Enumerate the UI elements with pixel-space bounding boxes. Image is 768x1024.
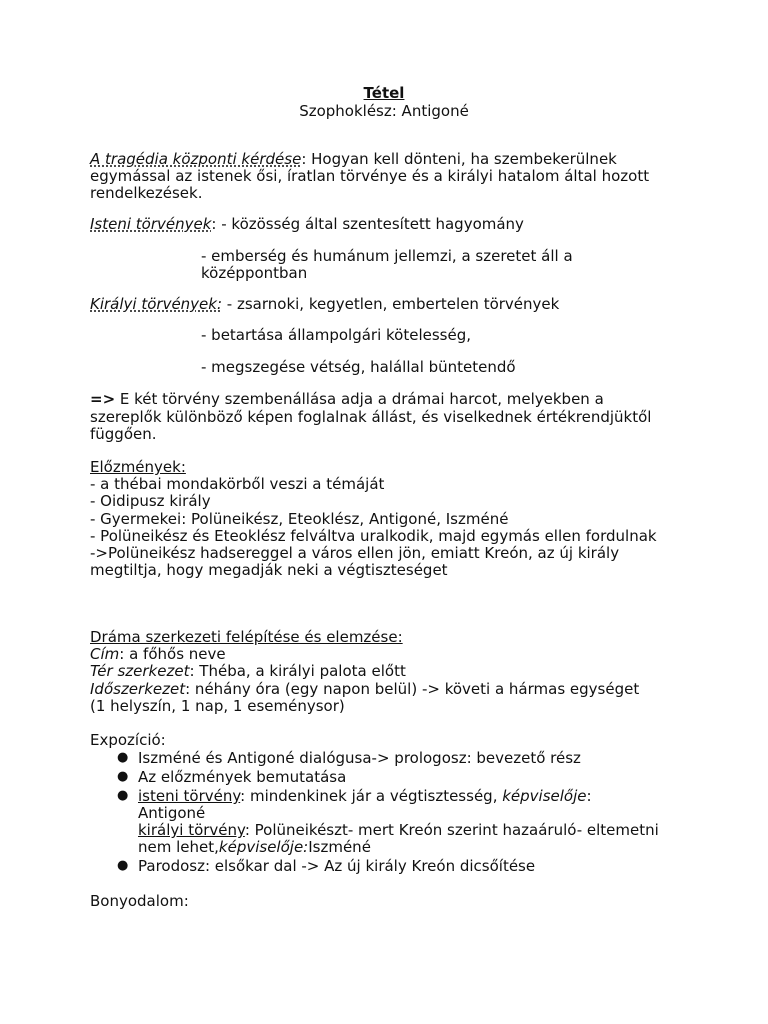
central-question-line-3: rendelkezések. (90, 184, 203, 202)
bullet-icon: ● (117, 788, 129, 803)
bullet-icon: ● (117, 858, 129, 873)
representative-term: képviselője (502, 787, 587, 805)
conclusion-line-2: szereplők különböző képen foglalnak állást, és viselkednek értékrendjüktől (90, 408, 652, 426)
document-subtitle: Szophoklész: Antigoné (299, 102, 469, 120)
antecedents-item: - a thébai mondakörből veszi a témáját (90, 475, 385, 493)
central-question-line-1: A tragédia központi kérdése: Hogyan kell dönteni, ha szembekerülnek (90, 150, 617, 168)
royal-laws-line-3: - megszegése vétség, halállal büntetendő (201, 358, 516, 376)
royal-law-term: királyi törvény (138, 821, 245, 839)
bullet-icon: ● (117, 769, 129, 784)
exposition-item-3-line-4: nem lehet,képviselője:Iszméné (138, 838, 371, 856)
complication-heading: Bonyodalom: (90, 892, 189, 910)
divine-laws-label: Isteni törvények (90, 215, 212, 233)
divine-laws-line-3: középpontban (201, 264, 308, 282)
royal-laws-label: Királyi törvények: (90, 295, 223, 313)
central-question-line-2: egymással az istenek ősi, íratlan törvénye és a királyi hatalom által hozott (90, 167, 650, 185)
divine-laws-line-2: - emberség és humánum jellemzi, a szeretet áll a (201, 247, 573, 265)
conclusion-line-3: függően. (90, 425, 157, 443)
antecedents-item: - Gyermekei: Polüneikész, Eteoklész, Antigoné, Iszméné (90, 510, 509, 528)
representative-term: képviselője: (218, 838, 309, 856)
bullet-icon: ● (117, 750, 129, 765)
structure-space-line: Tér szerkezet: Théba, a királyi palota előtt (90, 662, 406, 680)
conclusion-line-1: => E két törvény szembenállása adja a drámai harcot, melyekben a (90, 390, 604, 408)
structure-time-line-2: (1 helyszín, 1 nap, 1 eseménysor) (90, 697, 345, 715)
structure-title-line: Cím: a főhős neve (90, 645, 226, 663)
exposition-item-3-line-3: királyi törvény: Polüneikészt- mert Kreón szerint hazaáruló- eltemetni (138, 821, 659, 839)
royal-laws-line: Királyi törvények: - zsarnoki, kegyetlen, embertelen törvények (90, 295, 560, 313)
exposition-heading: Expozíció: (90, 731, 166, 749)
structure-title-label: Cím (90, 645, 120, 663)
divine-laws-line: Isteni törvények: - közösség által szentesített hagyomány (90, 215, 524, 233)
structure-heading: Dráma szerkezeti felépítése és elemzése: (90, 628, 403, 646)
royal-laws-line-2: - betartása állampolgári kötelesség, (201, 326, 472, 344)
structure-time-label: Időszerkezet (90, 680, 186, 698)
exposition-item-3-line-2: Antigoné (138, 804, 206, 822)
antecedents-item: - Polüneikész és Eteoklész felváltva uralkodik, majd egymás ellen fordulnak (90, 527, 657, 545)
arrow-marker: => (90, 390, 116, 408)
antecedents-heading: Előzmények: (90, 458, 186, 476)
antecedents-item: - Oidipusz király (90, 492, 211, 510)
central-question-label: A tragédia központi kérdése (90, 150, 302, 168)
exposition-item-3-line-1: isteni törvény: mindenkinek jár a végtisztesség, képviselője: (138, 787, 592, 805)
exposition-item-2: Az előzmények bemutatása (138, 768, 347, 786)
antecedents-item: megtiltja, hogy megadják neki a végtiszteséget (90, 561, 448, 579)
structure-space-label: Tér szerkezet (90, 662, 190, 680)
exposition-item-4: Parodosz: elsőkar dal -> Az új király Kreón dicsőítése (138, 857, 536, 875)
structure-time-line: Időszerkezet: néhány óra (egy napon belül) -> követi a hármas egységet (90, 680, 640, 698)
divine-law-term: isteni törvény (138, 787, 241, 805)
antecedents-item: ->Polüneikész hadsereggel a város ellen jön, emiatt Kreón, az új király (90, 544, 620, 562)
document-title: Tétel (363, 84, 405, 102)
exposition-item-1: Iszméné és Antigoné dialógusa-> prologosz: bevezető rész (138, 749, 581, 767)
